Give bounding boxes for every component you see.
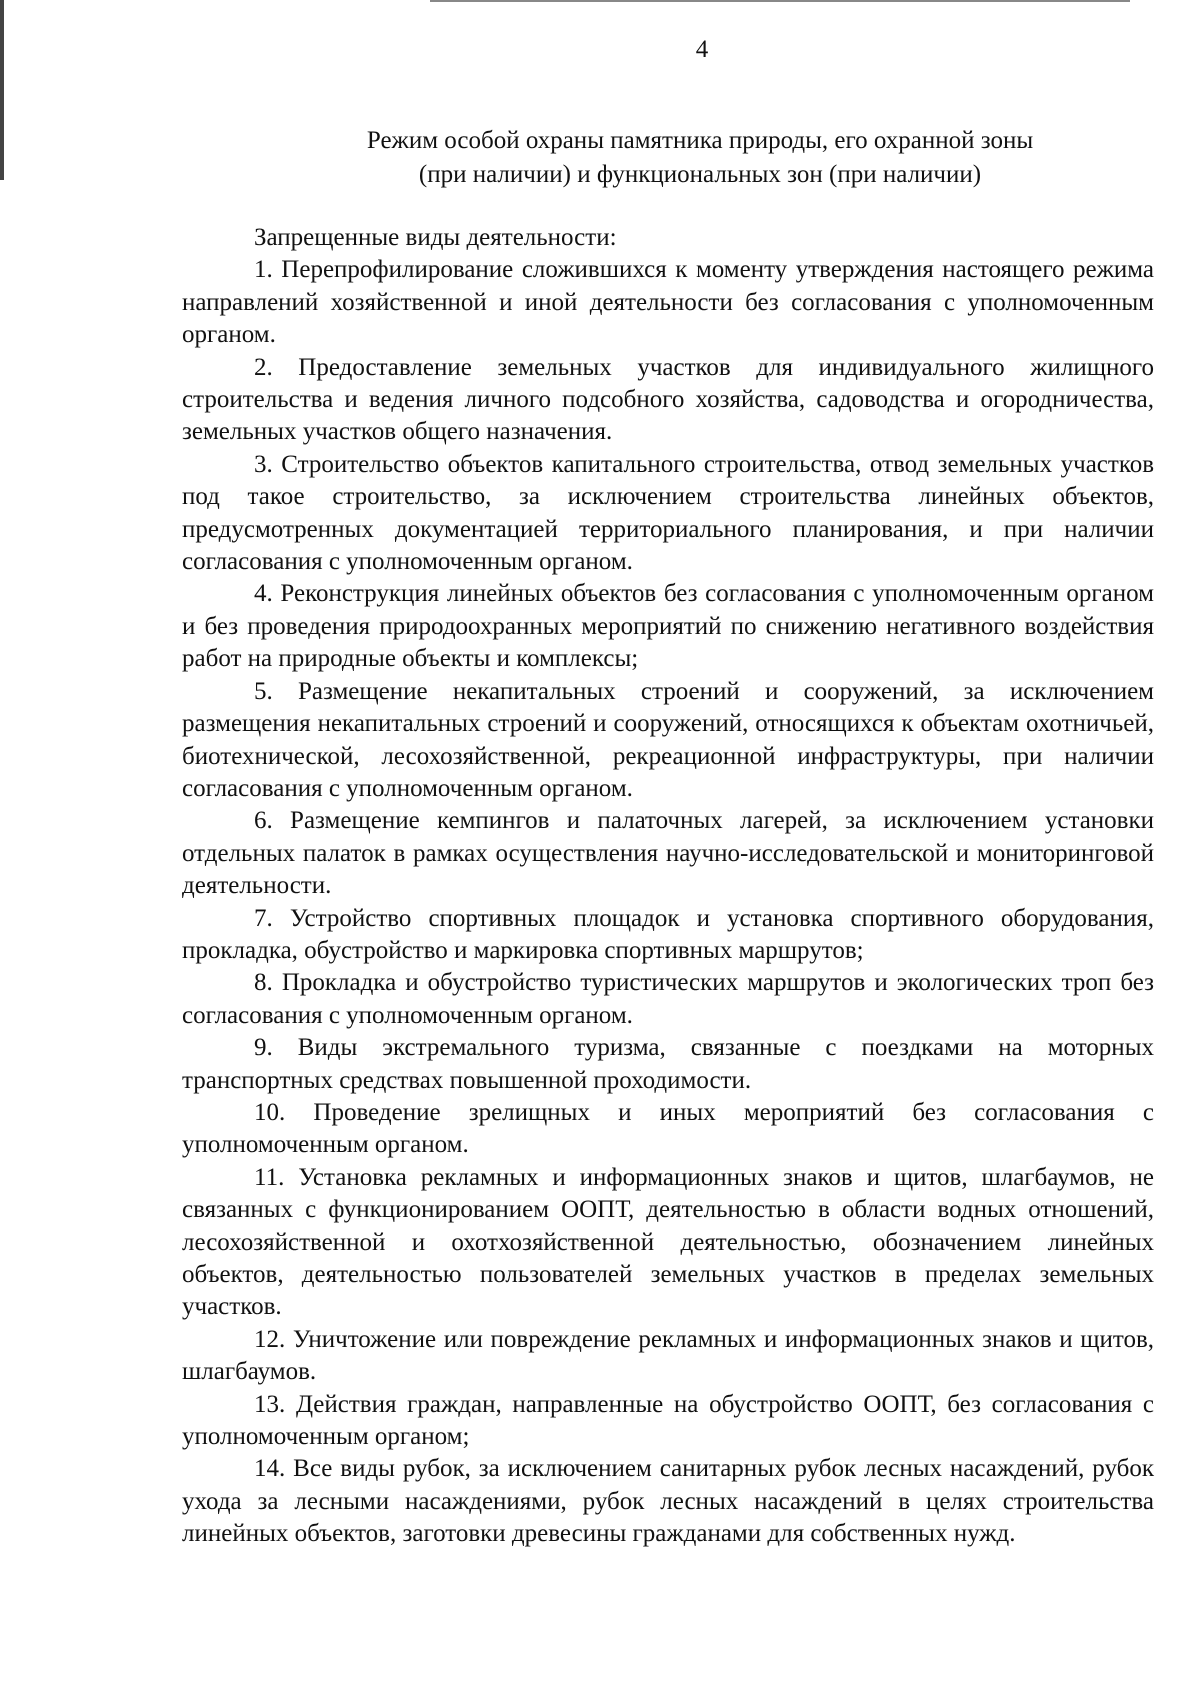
- list-item: 10. Проведение зрелищных и иных мероприятий без согласования с уполномоченным органом.: [182, 1098, 1154, 1159]
- page-number-container: [0, 36, 1200, 64]
- list-item: 6. Размещение кемпингов и палаточных лагерей, за исключением установки отдельных палаток в рамках осуществления научно-исследовательской и мониторинговой деятельности.: [182, 807, 1154, 900]
- scan-border-top: [430, 0, 1130, 2]
- list-item: 1. Перепрофилирование сложившихся к моменту утверждения настоящего режима направлений хозяйственной и иной деятельности без согласования с уполномоченным органом.: [182, 256, 1154, 349]
- list-item: 11. Установка рекламных и информационных знаков и щитов, шлагбаумов, не связанных с функционированием ООПТ, деятельностью в области водных отношений, лесохозяйственной и охотхозяйственной деятельностью, обозначением линейных объектов, деятельностью пользователей земельных участков в пределах земельных участков.: [182, 1163, 1154, 1321]
- document-body: [182, 222, 1154, 1551]
- list-item: 9. Виды экстремального туризма, связанные с поездками на моторных транспортных средствах повышенной проходимости.: [182, 1034, 1154, 1094]
- section-title: [330, 124, 1070, 192]
- list-item: 5. Размещение некапитальных строений и сооружений, за исключением размещения некапитальных строений и сооружений, относящихся к объектам охотничьей, биотехнической, лесохозяйственной, рекреационной инфраструктуры, при наличии согласования с уполномоченным органом.: [182, 677, 1154, 802]
- prohibited-activities-heading: Запрещенные виды деятельности:: [254, 224, 617, 251]
- scan-border-left: [0, 0, 4, 180]
- list-item: 12. Уничтожение или повреждение рекламных и информационных знаков и щитов, шлагбаумов.: [182, 1325, 1154, 1386]
- section-title-line-1: Режим особой охраны памятника природы, его охранной зоны: [366, 127, 1034, 154]
- list-item: 8. Прокладка и обустройство туристических маршрутов и экологических троп без согласования с уполномоченным органом.: [182, 969, 1154, 1029]
- list-item: 14. Все виды рубок, за исключением санитарных рубок лесных насаждений, рубок ухода за лесными насаждениями, рубок лесных насаждений в целях строительства линейных объектов, заготовки древесины гражданами для собственных нужд.: [182, 1455, 1154, 1548]
- list-item: 4. Реконструкция линейных объектов без согласования с уполномоченным органом и без проведения природоохранных мероприятий по снижению негативного воздействия работ на природные объекты и комплексы;: [182, 580, 1154, 673]
- page-number: 4: [695, 36, 709, 63]
- list-item: 13. Действия граждан, направленные на обустройство ООПТ, без согласования с уполномоченным органом;: [182, 1390, 1154, 1451]
- section-title-line-2: (при наличии) и функциональных зон (при наличии): [418, 161, 982, 188]
- list-item: 3. Строительство объектов капитального строительства, отвод земельных участков под такое строительство, за исключением строительства линейных объектов, предусмотренных документацией территориального планирования, и при наличии согласования с уполномоченным органом.: [182, 450, 1154, 576]
- list-item: 2. Предоставление земельных участков для индивидуального жилищного строительства и ведения личного подсобного хозяйства, садоводства и огородничества, земельных участков общего назначения.: [182, 353, 1154, 446]
- list-item: 7. Устройство спортивных площадок и установка спортивного оборудования, прокладка, обустройство и маркировка спортивных маршрутов;: [182, 904, 1154, 964]
